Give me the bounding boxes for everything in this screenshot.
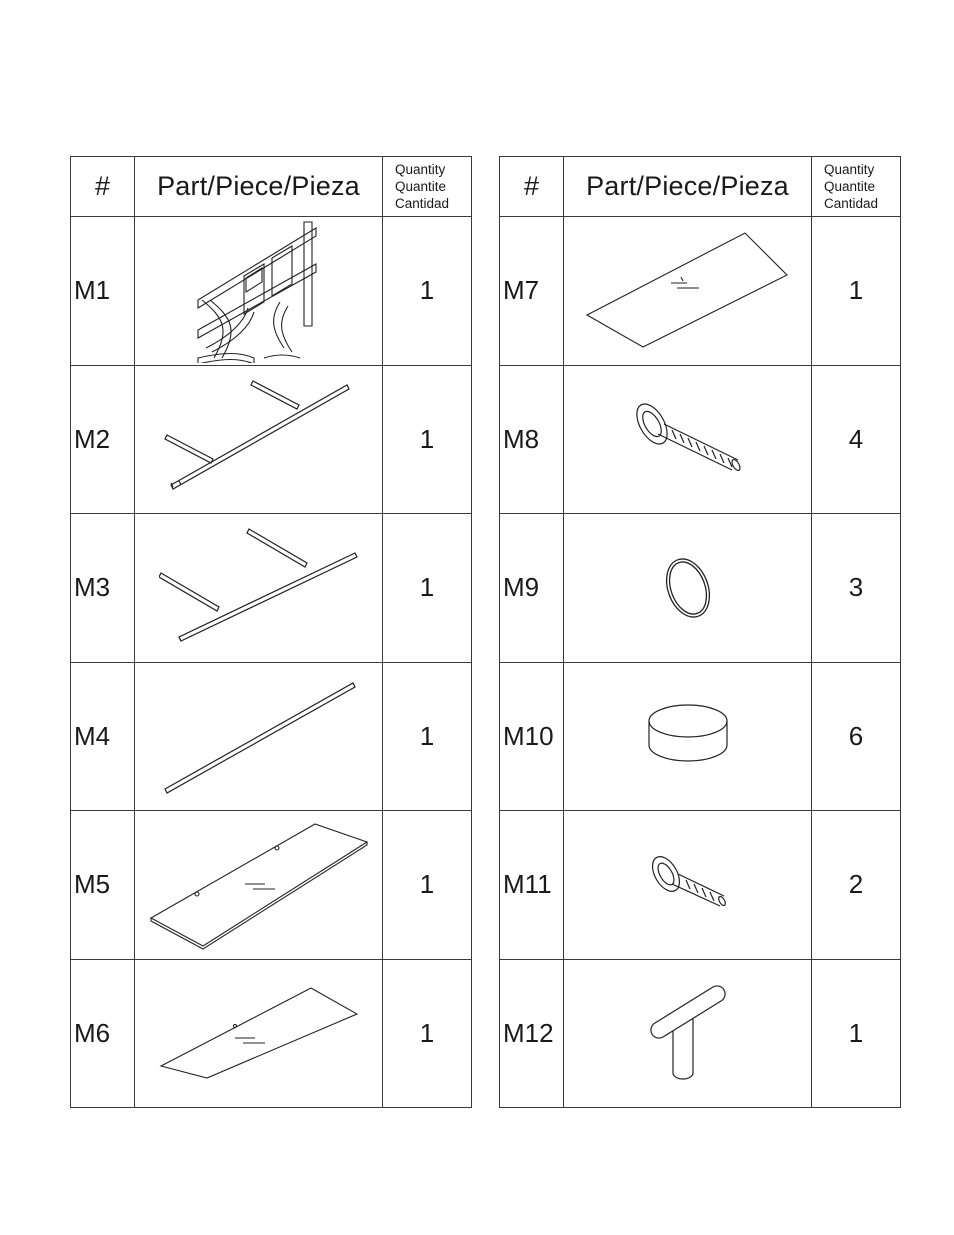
crossbar-frame-icon: [159, 525, 359, 650]
part-image: [135, 514, 383, 663]
header-row: [71, 157, 472, 217]
part-id: M6: [71, 959, 135, 1108]
part-id: M11: [500, 811, 564, 960]
leveling-bolt-icon: [648, 850, 728, 920]
header-row: [500, 157, 901, 217]
table-row: [500, 662, 901, 811]
table-row: [71, 811, 472, 960]
table-row: [500, 514, 901, 663]
part-quantity: 1: [383, 811, 472, 960]
part-id: M10: [500, 662, 564, 811]
part-id: M9: [500, 514, 564, 663]
glass-shelf-icon: [585, 231, 790, 351]
table-row: [71, 365, 472, 514]
table-row: [71, 662, 472, 811]
table-row: [71, 959, 472, 1108]
header-quantity-fr: Quantite: [395, 179, 447, 194]
part-id: M2: [71, 365, 135, 514]
part-quantity: 4: [812, 365, 901, 514]
part-quantity: 6: [812, 662, 901, 811]
parts-table-left: [70, 156, 472, 1108]
frame-assembly-icon: [184, 218, 334, 363]
table-row: [500, 217, 901, 366]
crossbar-frame-icon: [159, 377, 359, 502]
part-quantity: 1: [383, 217, 472, 366]
part-image: [564, 365, 812, 514]
part-id: M1: [71, 217, 135, 366]
leveling-bolt-icon: [628, 394, 748, 484]
table-row: [500, 811, 901, 960]
part-id: M12: [500, 959, 564, 1108]
header-quantity: [383, 157, 472, 217]
ring-icon: [653, 553, 723, 623]
header-quantity: [812, 157, 901, 217]
table-row: [500, 365, 901, 514]
parts-table-right: [499, 156, 901, 1108]
table-row: [71, 514, 472, 663]
part-image: [135, 811, 383, 960]
header-quantity-fr: Quantite: [824, 179, 876, 194]
part-image: [135, 217, 383, 366]
part-image: [564, 514, 812, 663]
part-id: M5: [71, 811, 135, 960]
header-quantity-en: Quantity: [395, 162, 446, 177]
t-handle-icon: [643, 983, 733, 1083]
part-quantity: 1: [383, 365, 472, 514]
part-quantity: 1: [812, 217, 901, 366]
part-id: M4: [71, 662, 135, 811]
part-quantity: 1: [383, 959, 472, 1108]
part-id: M3: [71, 514, 135, 663]
part-quantity: 2: [812, 811, 901, 960]
part-image: [135, 959, 383, 1108]
header-number: #: [71, 157, 135, 217]
part-image: [564, 811, 812, 960]
part-image: [135, 662, 383, 811]
table-row: [500, 959, 901, 1108]
part-image: [564, 217, 812, 366]
table-row: [71, 217, 472, 366]
part-id: M8: [500, 365, 564, 514]
header-quantity-en: Quantity: [824, 162, 875, 177]
part-image: [564, 959, 812, 1108]
part-quantity: 1: [812, 959, 901, 1108]
part-image: [564, 662, 812, 811]
part-id: M7: [500, 217, 564, 366]
header-part: Part/Piece/Pieza: [135, 157, 383, 217]
part-quantity: 1: [383, 514, 472, 663]
rod-icon: [159, 679, 359, 794]
part-image: [135, 365, 383, 514]
header-part: Part/Piece/Pieza: [564, 157, 812, 217]
disc-pad-icon: [643, 701, 733, 771]
header-quantity-es: Cantidad: [395, 196, 450, 211]
header-number: #: [500, 157, 564, 217]
glass-shelf-icon: [159, 986, 359, 1081]
part-quantity: 3: [812, 514, 901, 663]
glass-shelf-icon: [149, 820, 369, 950]
header-quantity-es: Cantidad: [824, 196, 879, 211]
part-quantity: 1: [383, 662, 472, 811]
